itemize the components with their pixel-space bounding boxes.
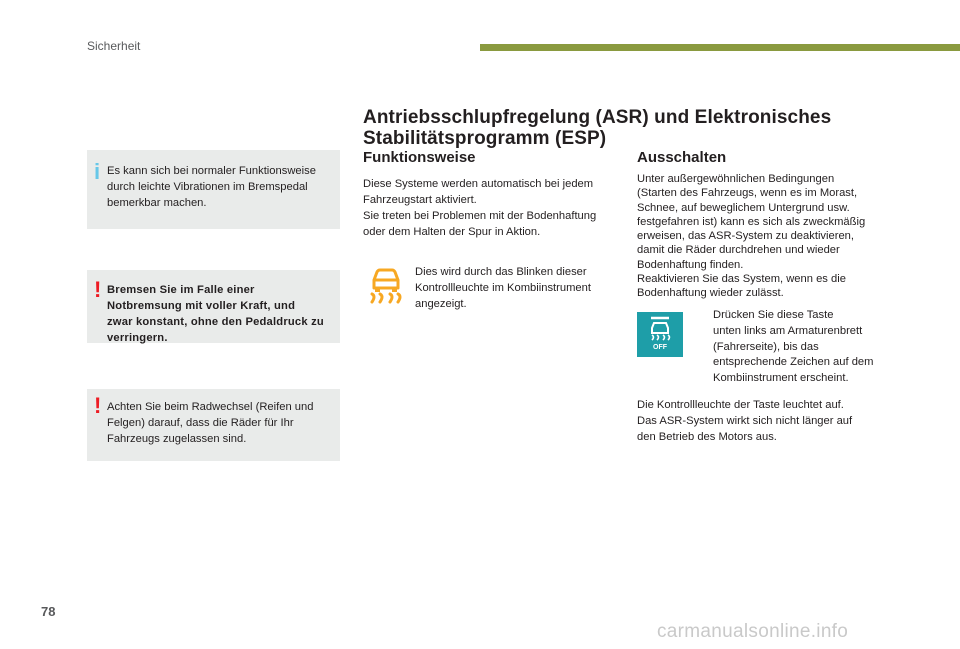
para-line: (Fahrerseite), bis das (713, 340, 819, 353)
note-line: bemerkbar machen. (107, 197, 207, 209)
warning-lamp-paragraph (415, 264, 615, 312)
para-line: Sie treten bei Problemen mit der Bodenhaftung (363, 210, 597, 222)
note-line: durch leichte Vibrationen im Bremspedal (107, 181, 308, 193)
para-line: Dies wird durch das Blinken dieser (415, 266, 587, 278)
para-line: damit die Räder durchdrehen und wieder (637, 244, 840, 257)
note-line: verringern. (107, 332, 168, 344)
exclamation-icon: ! (94, 393, 102, 418)
watermark: carmanualsonline.info (657, 621, 849, 642)
para-line: festgefahren ist) kann es sich als zweckmäßig (637, 215, 866, 228)
para-line: Fahrzeugstart aktiviert. (363, 194, 477, 206)
heading-ausschalten: Ausschalten (637, 149, 727, 166)
para-line: Reaktivieren Sie das System, wenn es die (637, 273, 846, 286)
para-line: Schnee, auf beweglichem Untergrund usw. (637, 201, 850, 214)
section-label: Sicherheit (87, 39, 141, 53)
para-line: Die Kontrollleuchte der Taste leuchtet auf. (637, 399, 844, 411)
header-accent-bar (480, 44, 960, 51)
off-label: OFF (653, 344, 667, 351)
result-paragraph (637, 397, 897, 445)
para-line: Das ASR-System wirkt sich nicht länger auf (637, 415, 853, 427)
page-title (363, 107, 923, 149)
title-line: Antriebsschlupfregelung (ASR) und Elektronisches (363, 107, 832, 128)
note-line: Achten Sie beim Radwechsel (Reifen und (107, 401, 314, 413)
car-skid-icon (637, 312, 683, 342)
info-icon: i (94, 159, 101, 184)
para-line: Unter außergewöhnlichen Bedingungen (637, 173, 835, 185)
instruction-step (713, 308, 903, 387)
esp-off-button-icon (637, 312, 683, 357)
heading-funktionsweise: Funktionsweise (363, 149, 476, 166)
para-line: Diese Systeme werden automatisch bei jedem (363, 178, 594, 190)
para-line: angezeigt. (415, 298, 467, 310)
para-line: oder dem Halten der Spur in Aktion. (363, 226, 541, 238)
note-line: Fahrzeugs zugelassen sind. (107, 433, 247, 445)
note-line: Es kann sich bei normaler Funktionsweise (107, 165, 316, 177)
note-line: Bremsen Sie im Falle einer (107, 284, 255, 296)
page-number: 78 (41, 604, 56, 619)
para-line: entsprechende Zeichen auf dem (713, 356, 874, 369)
esp-warning-lamp-icon (368, 266, 404, 304)
para-line: Bodenhaftung wieder zulässt. (637, 287, 784, 300)
warning-note-braking (87, 270, 340, 343)
para-line: den Betrieb des Motors aus. (637, 431, 777, 443)
note-line: Felgen) darauf, dass die Räder für Ihr (107, 417, 294, 429)
title-line: Stabilitätsprogramm (ESP) (363, 128, 607, 149)
ausschalten-paragraph (637, 172, 897, 301)
note-line: Notbremsung mit voller Kraft, und (107, 300, 296, 312)
para-line: unten links am Armaturenbrett (713, 324, 863, 337)
info-note (87, 150, 340, 229)
para-line: erweisen, das ASR-System zu deaktivieren, (637, 230, 855, 243)
warning-note-wheels (87, 389, 340, 461)
funktionsweise-paragraph (363, 176, 623, 240)
para-line: (Starten des Fahrzeugs, wenn es im Morast, (637, 187, 858, 200)
para-line: Kontrollleuchte im Kombiinstrument (415, 282, 591, 294)
para-line: Bodenhaftung finden. (637, 258, 744, 271)
para-line: Drücken Sie diese Taste (713, 309, 834, 321)
note-line: zwar konstant, ohne den Pedaldruck zu (107, 316, 324, 328)
para-line: Kombiinstrument erscheint. (713, 372, 849, 385)
exclamation-icon: ! (94, 277, 102, 302)
